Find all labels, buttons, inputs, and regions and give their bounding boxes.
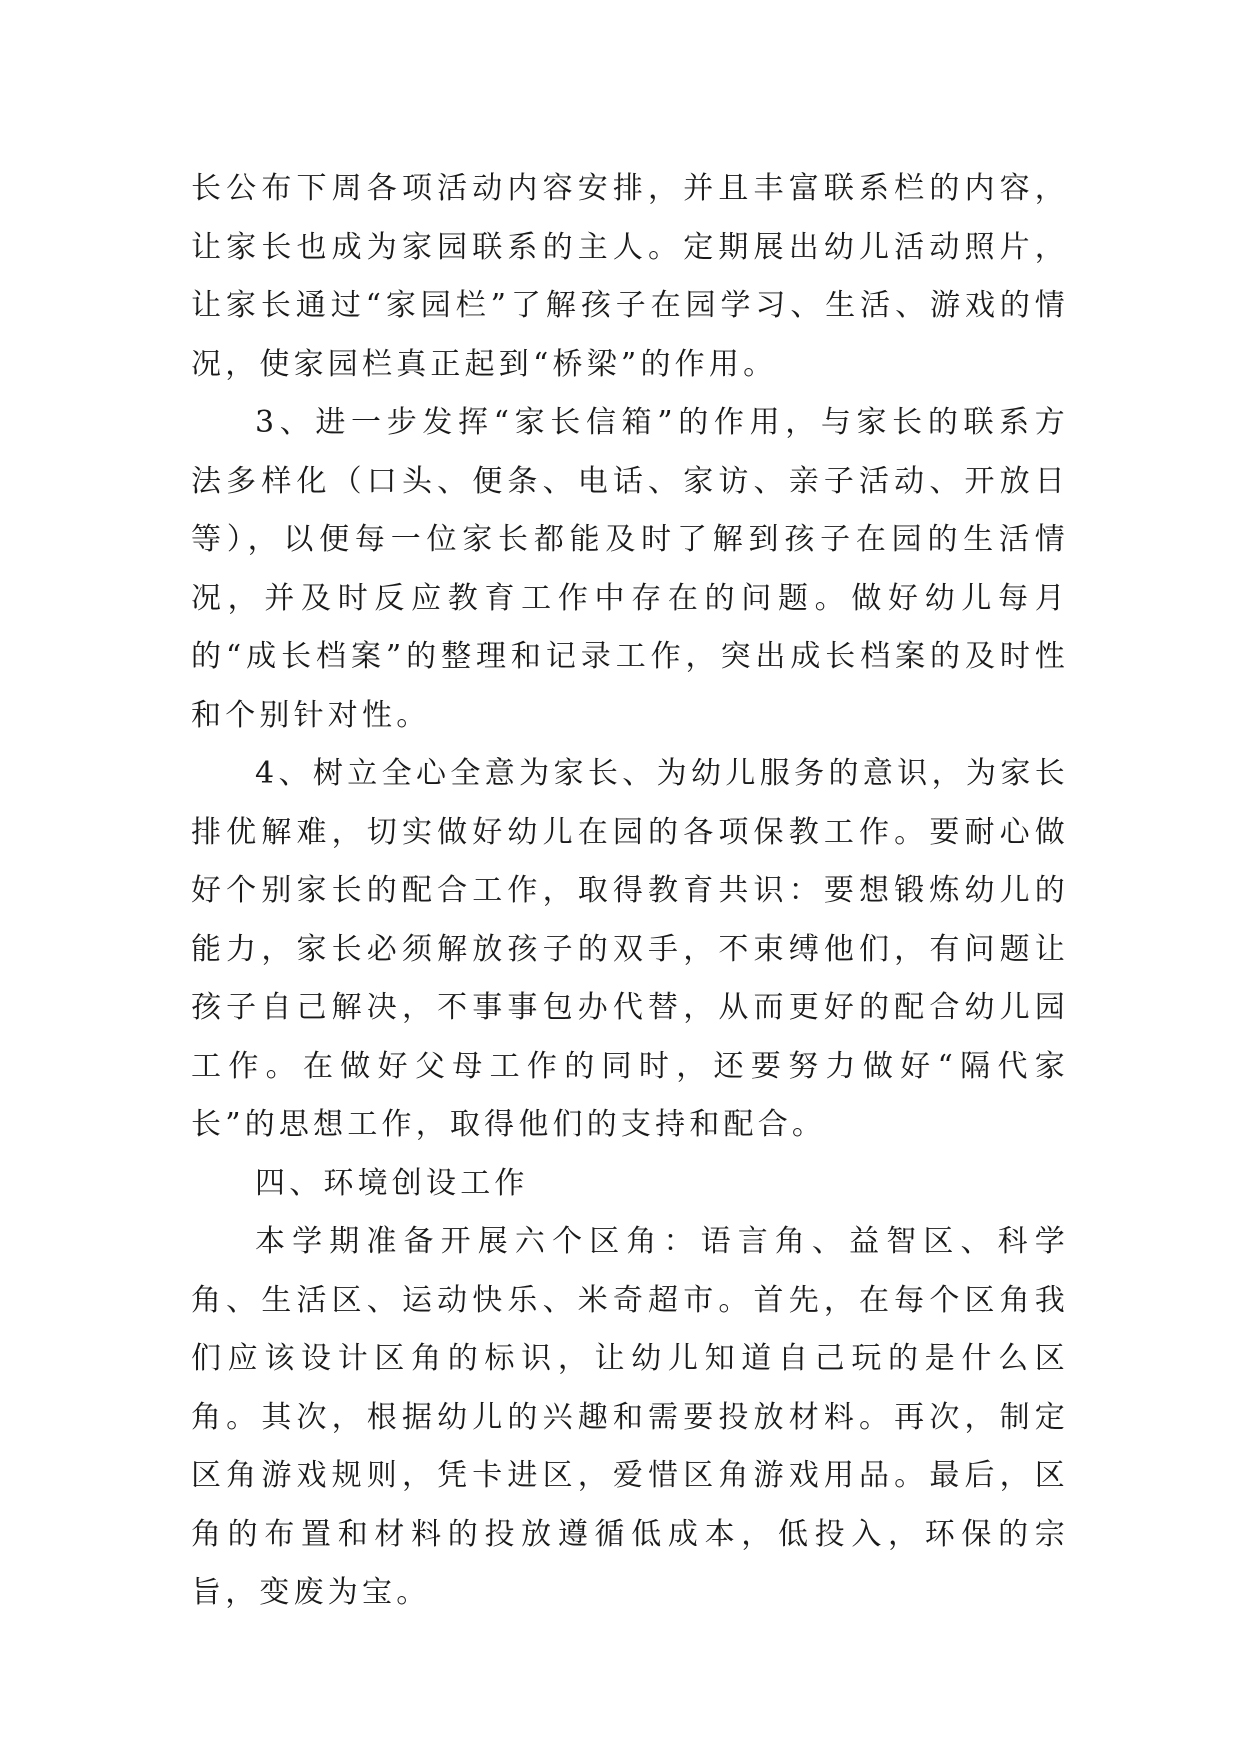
paragraph-continuation: 长公布下周各项活动内容安排，并且丰富联系栏的内容，让家长也成为家园联系的主人。定期展出幼儿活动照片，让家长通过“家园栏”了解孩子在园学习、生活、游戏的情况，使家园栏真正起到“桥梁”的作用。 (191, 171, 1069, 382)
paragraph-item-4: 4、树立全心全意为家长、为幼儿服务的意识，为家长排优解难，切实做好幼儿在园的各项保教工作。要耐心做好个别家长的配合工作，取得教育共识：要想锻炼幼儿的能力，家长必须解放孩子的双手，不束缚他们，有问题让孩子自己解决，不事事包办代替，从而更好的配合幼儿园工作。在做好父母工作的同时，还要努力做好“隔代家长”的思想工作，取得他们的支持和配合。 (191, 756, 1069, 1142)
section-heading-environment: 四、环境创设工作 (255, 1165, 529, 1201)
paragraph-item-3: 3、进一步发挥“家长信箱”的作用，与家长的联系方法多样化（口头、便条、电话、家访、亲子活动、开放日等），以便每一位家长都能及时了解到孩子在园的生活情况，并及时反应教育工作中存在的问题。做好幼儿每月的“成长档案”的整理和记录工作，突出成长档案的及时性和个别针对性。 (191, 405, 1069, 733)
document-page (191, 160, 1069, 1623)
paragraph-environment: 本学期准备开展六个区角：语言角、益智区、科学角、生活区、运动快乐、米奇超市。首先，在每个区角我们应该设计区角的标识，让幼儿知道自己玩的是什么区角。其次，根据幼儿的兴趣和需要投放材料。再次，制定区角游戏规则，凭卡进区，爱惜区角游戏用品。最后，区角的布置和材料的投放遵循低成本，低投入，环保的宗旨，变废为宝。 (191, 1224, 1069, 1610)
